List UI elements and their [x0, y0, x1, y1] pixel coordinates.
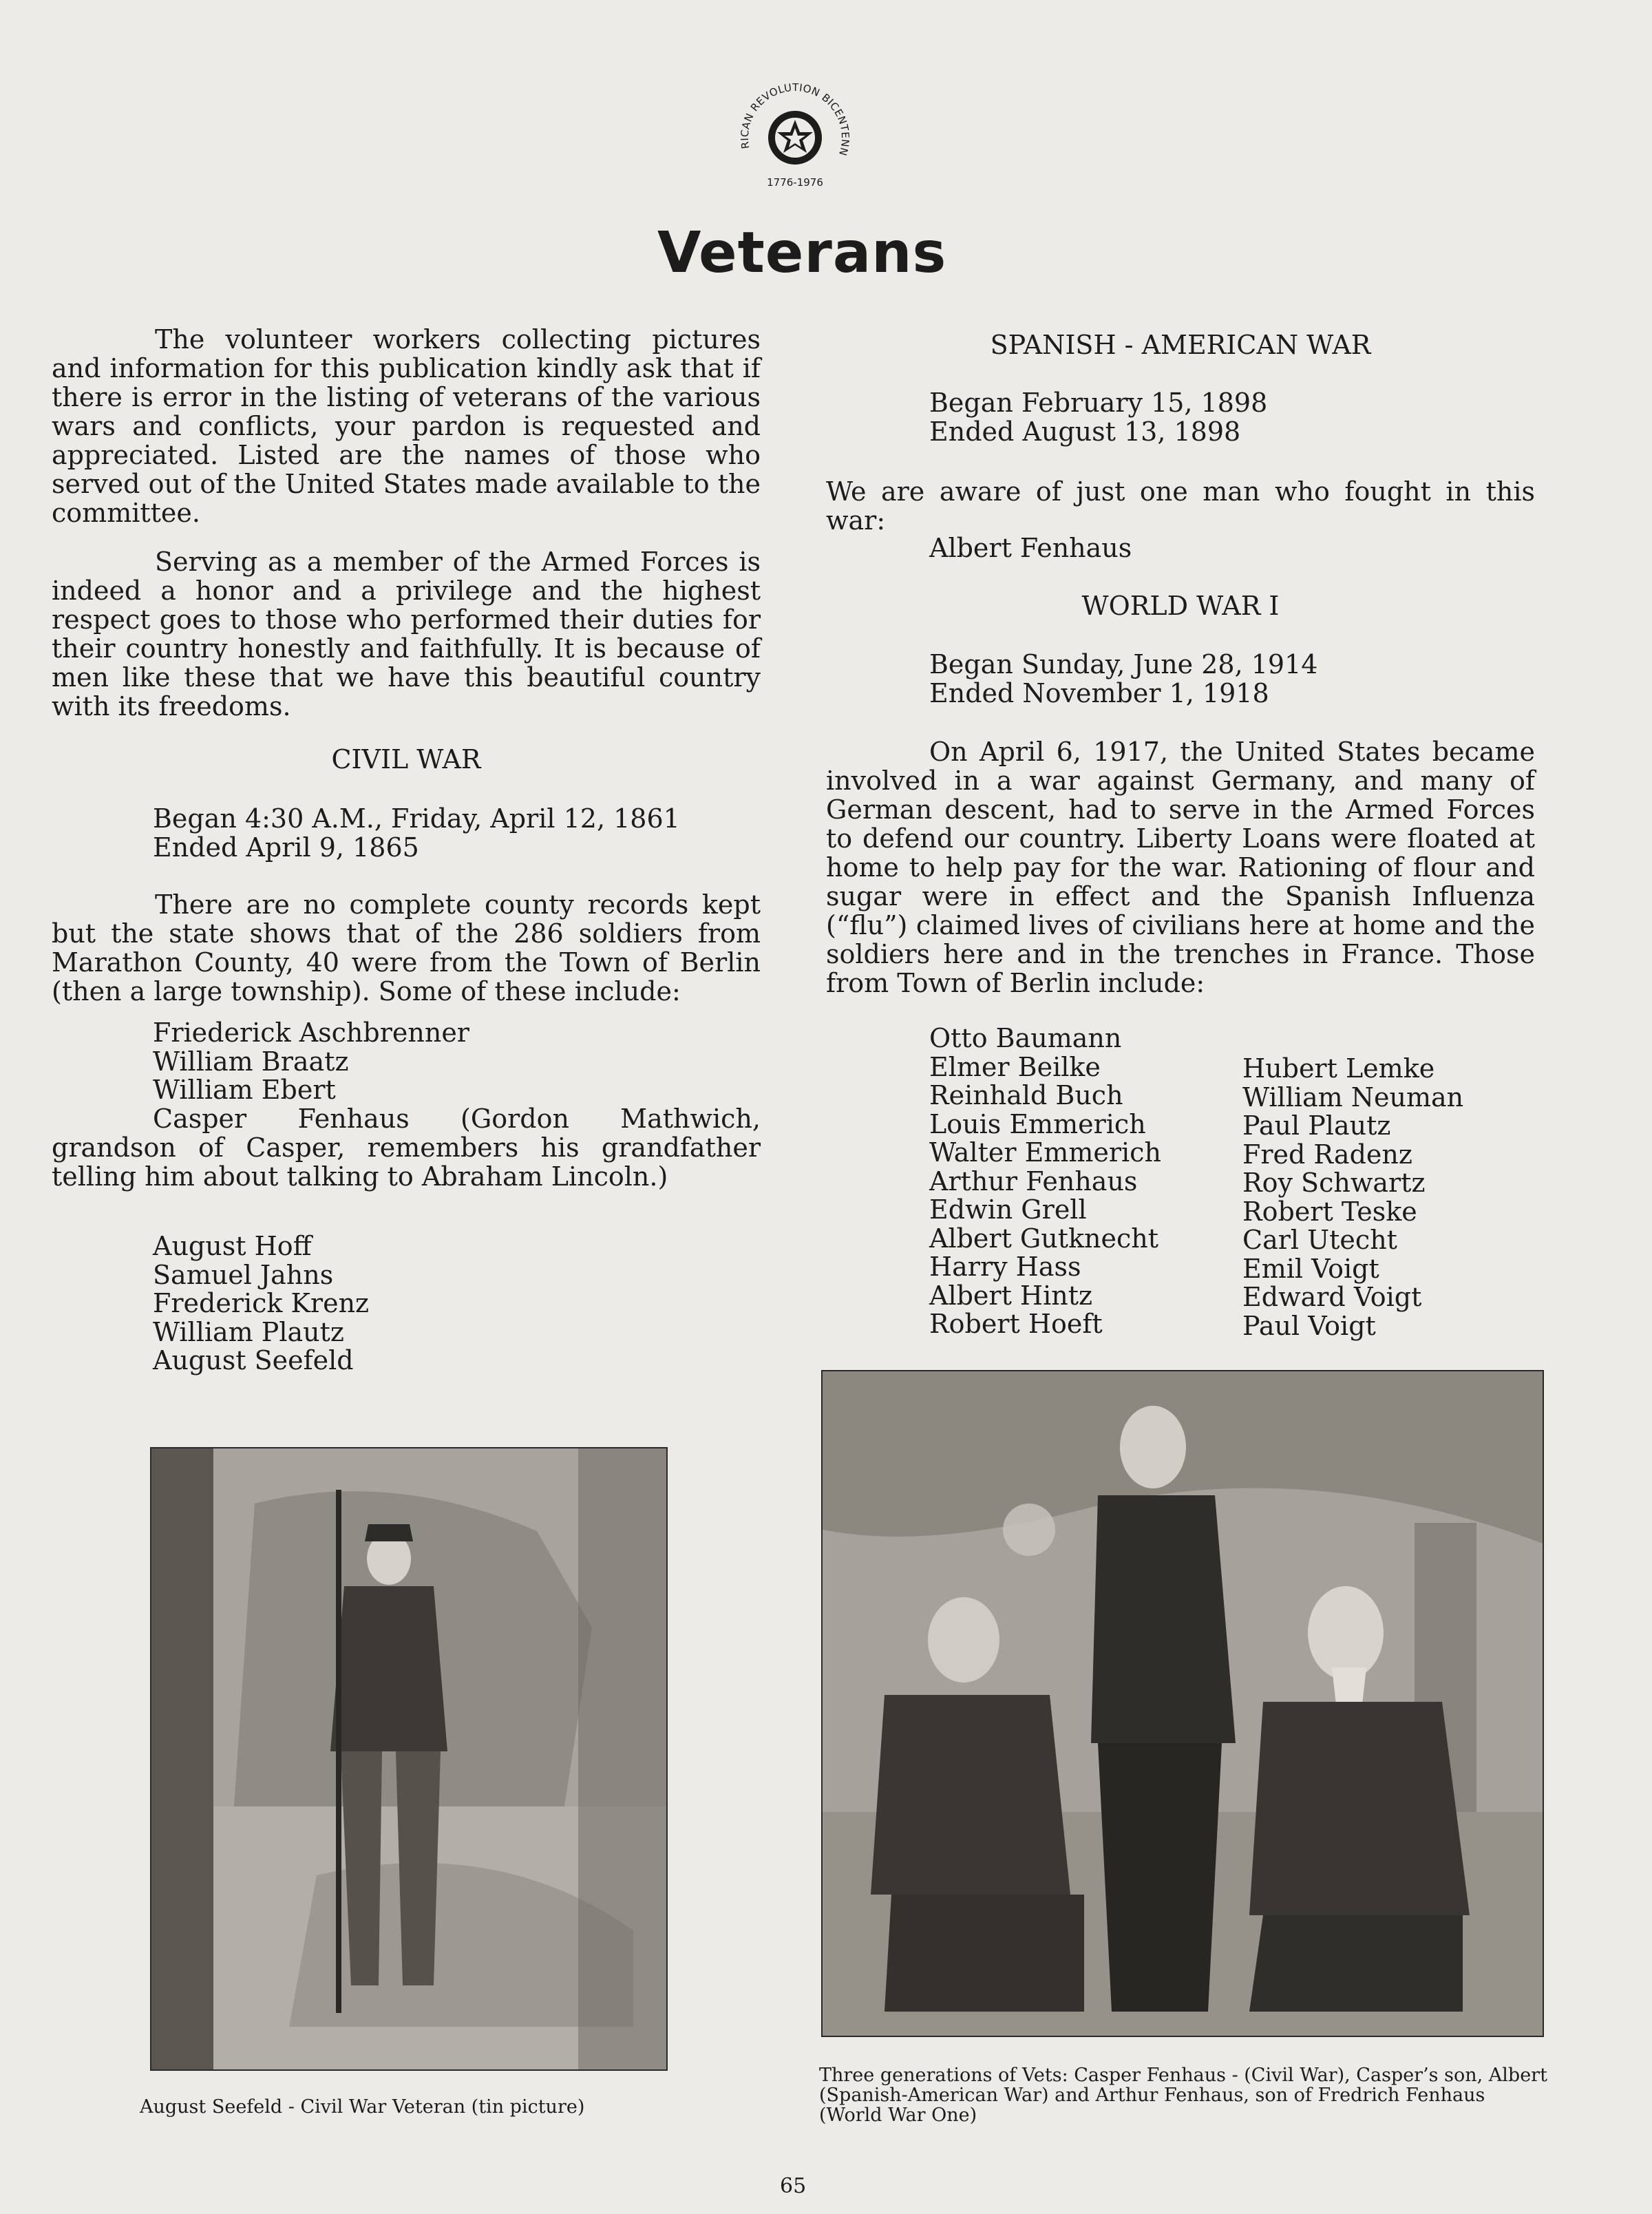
- world-war-1-ended: Ended November 1, 1918: [929, 678, 1269, 708]
- list-item: Arthur Fenhaus: [929, 1166, 1138, 1196]
- spanish-american-war-dates: [929, 388, 1267, 446]
- right-photo-caption: Three generations of Vets: Casper Fenhaus - (Civil War), Casper’s son, Albert (Spanish-American War) and Arthur Fenhaus, son of Fredrich Fenhaus (World War One): [819, 2065, 1547, 2126]
- world-war-1-names-right: [1242, 1055, 1463, 1340]
- spanish-american-war-paragraph: We are aware of just one man who fought in this war:: [826, 476, 1535, 536]
- august-seefeld-photo: [150, 1447, 668, 2071]
- logo-years: 1776-1976: [767, 176, 823, 189]
- world-war-1-names-left: [929, 1024, 1161, 1339]
- civil-war-began: Began 4:30 A.M., Friday, April 12, 1861: [153, 803, 680, 834]
- civil-war-paragraph: There are no complete county records kept but the state shows that of the 286 soldiers from Marathon County, 40 were from the Town of Berlin (then a large township). Some of these include:: [52, 889, 761, 1006]
- list-item: Friederick Aschbrenner: [153, 1018, 469, 1048]
- spanish-american-war-heading: SPANISH - AMERICAN WAR: [990, 330, 1371, 360]
- list-item: Albert Hintz: [929, 1280, 1092, 1311]
- world-war-1-paragraph: On April 6, 1917, the United States became involved in a war against Germany, and many of German descent, had to serve in the Armed Forces to defend our country. Liberty Loans were floated at home to help pay for the war. Rationing of flour and sugar were in effect and the Spanish Influenza (“flu”) claimed lives of civilians here at home and the soldiers here and in the trenches in France. Those from Town of Berlin include:: [826, 737, 1535, 998]
- list-item: August Seefeld: [153, 1345, 354, 1375]
- list-item: Emil Voigt: [1242, 1253, 1379, 1284]
- civil-war-ended: Ended April 9, 1865: [153, 832, 419, 863]
- world-war-1-began: Began Sunday, June 28, 1914: [929, 649, 1318, 679]
- list-item: Samuel Jahns: [153, 1259, 334, 1290]
- intro-paragraph-1: The volunteer workers collecting pictures and information for this publication kindly ask that if there is error in the listing of veterans of the various wars and conflicts, your pardon is requested and appreciated. Listed are the names of those who served out of the United States made available to the committee.: [52, 324, 761, 528]
- civil-war-heading: CIVIL WAR: [331, 744, 481, 774]
- logo-arc-text: RICAN REVOLUTION BICENTENN: [738, 81, 852, 158]
- list-item: Louis Emmerich: [929, 1108, 1146, 1139]
- list-item: William Neuman: [1242, 1082, 1464, 1113]
- list-item: Albert Gutknecht: [929, 1223, 1159, 1254]
- list-item: Reinhald Buch: [929, 1080, 1123, 1110]
- spanish-american-war-veteran: Albert Fenhaus: [929, 533, 1132, 563]
- list-item: Hubert Lemke: [1242, 1053, 1435, 1084]
- list-item: Fred Radenz: [1242, 1139, 1412, 1170]
- list-item: Elmer Beilke: [929, 1051, 1101, 1082]
- list-item: Edwin Grell: [929, 1194, 1087, 1225]
- list-item: William Plautz: [153, 1316, 344, 1347]
- bicentennial-star-icon: [730, 69, 860, 200]
- list-item: Harry Hass: [929, 1252, 1081, 1282]
- list-item: William Braatz: [153, 1046, 349, 1077]
- civil-war-dates: [153, 804, 680, 862]
- civil-war-names-list-2: [153, 1232, 369, 1375]
- bicentennial-logo: [730, 69, 860, 200]
- three-generations-photo: [821, 1370, 1544, 2037]
- world-war-1-dates: [929, 650, 1317, 708]
- list-item: August Hoff: [153, 1231, 312, 1261]
- world-war-1-heading: WORLD WAR I: [1081, 591, 1280, 621]
- left-photo-caption: August Seefeld - Civil War Veteran (tin picture): [140, 2096, 585, 2118]
- intro-paragraph-2: Serving as a member of the Armed Forces is indeed a honor and a privilege and the highest respect goes to those who performed their duties for their country honestly and faithfully. It is because of men like these that we have this beautiful country with its freedoms.: [52, 547, 761, 721]
- list-item: Paul Plautz: [1242, 1110, 1391, 1141]
- civil-war-names-list: [153, 1019, 469, 1105]
- list-item: William Ebert: [153, 1075, 336, 1105]
- list-item: Roy Schwartz: [1242, 1168, 1426, 1198]
- list-item: Edward Voigt: [1242, 1282, 1422, 1312]
- page-title: Veterans: [657, 220, 947, 286]
- list-item: Otto Baumann: [929, 1023, 1122, 1053]
- page-number: 65: [780, 2174, 807, 2198]
- list-item: Robert Hoeft: [929, 1309, 1103, 1339]
- list-item: Paul Voigt: [1242, 1310, 1376, 1341]
- list-item: Carl Utecht: [1242, 1225, 1397, 1255]
- list-item: Robert Teske: [1242, 1196, 1417, 1227]
- spanish-american-war-ended: Ended August 13, 1898: [929, 417, 1241, 447]
- spanish-american-war-began: Began February 15, 1898: [929, 388, 1268, 418]
- list-item: Frederick Krenz: [153, 1288, 370, 1318]
- casper-fenhaus-entry: Casper Fenhaus (Gordon Mathwich, grandson of Casper, remembers his grandfather telling him about talking to Abraham Lincoln.): [52, 1104, 761, 1192]
- list-item: Walter Emmerich: [929, 1137, 1161, 1168]
